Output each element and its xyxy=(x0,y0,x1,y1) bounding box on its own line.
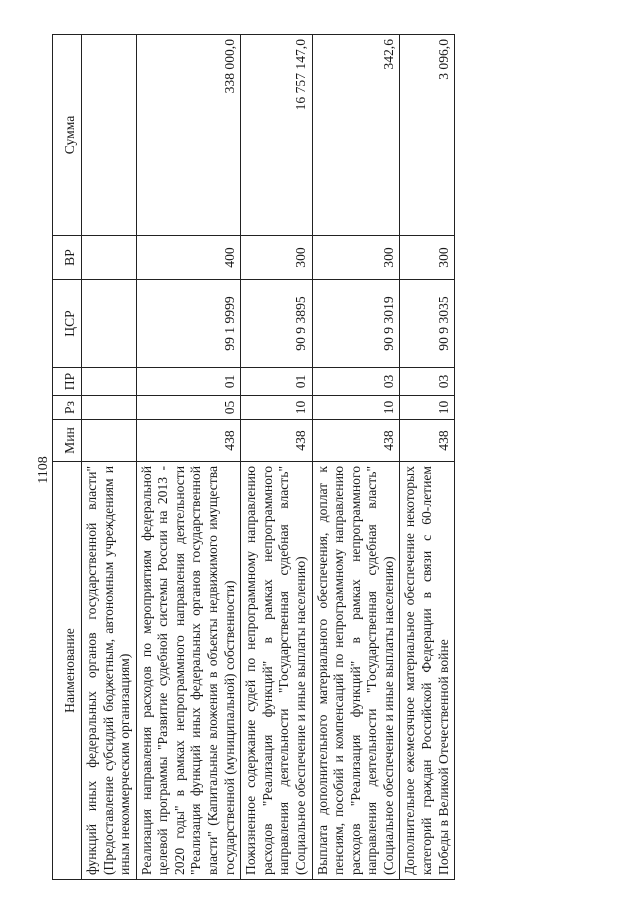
page-number: 1108 xyxy=(36,456,51,484)
table-row xyxy=(400,35,455,880)
row-rz: 10 xyxy=(241,396,312,420)
row-csr: 90 9 3895 xyxy=(241,280,312,368)
row-sum: 342,6 xyxy=(312,35,400,236)
row-vr: 300 xyxy=(312,236,400,280)
table-header-row xyxy=(53,35,82,880)
row-min xyxy=(82,420,137,462)
row-name: Дополнительное ежемесячное материальное обеспечение некоторых категорий граждан Российской Федерации в связи с 60-летием Победы в Великой Отечественной войне xyxy=(400,462,455,880)
row-vr: 300 xyxy=(400,236,455,280)
row-rz: 05 xyxy=(136,396,240,420)
row-min: 438 xyxy=(241,420,312,462)
row-pr xyxy=(82,368,137,396)
row-csr: 99 1 9999 xyxy=(136,280,240,368)
table-row xyxy=(312,35,400,880)
header-rz: Рз xyxy=(53,396,82,420)
row-sum: 338 000,0 xyxy=(136,35,240,236)
row-csr: 90 9 3019 xyxy=(312,280,400,368)
header-csr: ЦСР xyxy=(53,280,82,368)
row-csr: 90 9 3035 xyxy=(400,280,455,368)
row-name: Реализация направления расходов по мероприятиям федеральной целевой программы "Развитие судебной системы России на 2013 - 2020 годы" в рамках непрограммного направления деятельности "Реализация функций иных федеральных органов государственной власти" (Капитальные вложения в объекты недвижимого имущества государственной (муниципальной) собственности) xyxy=(136,462,240,880)
row-vr: 400 xyxy=(136,236,240,280)
row-min: 438 xyxy=(136,420,240,462)
row-vr: 300 xyxy=(241,236,312,280)
header-vr: ВР xyxy=(53,236,82,280)
table-row xyxy=(136,35,240,880)
row-min: 438 xyxy=(312,420,400,462)
table-row xyxy=(82,35,137,880)
row-rz xyxy=(82,396,137,420)
row-pr: 03 xyxy=(400,368,455,396)
row-min: 438 xyxy=(400,420,455,462)
row-csr xyxy=(82,280,137,368)
row-pr: 01 xyxy=(241,368,312,396)
row-rz: 10 xyxy=(312,396,400,420)
row-vr xyxy=(82,236,137,280)
header-sum: Сумма xyxy=(53,35,82,236)
table-row xyxy=(241,35,312,880)
header-min: Мин xyxy=(53,420,82,462)
row-name: Пожизненное содержание судей по непрограммному направлению расходов "Реализация функций" в рамках непрограммного направления деятельности "Государственная судебная власть" (Социальное обеспечение и иные выплаты населению) xyxy=(241,462,312,880)
header-pr: ПР xyxy=(53,368,82,396)
row-sum xyxy=(82,35,137,236)
budget-table xyxy=(52,34,455,880)
row-pr: 01 xyxy=(136,368,240,396)
row-pr: 03 xyxy=(312,368,400,396)
row-name: функций иных федеральных органов государственной власти" (Предоставление субсидий бюджетным, автономным учреждениям и иным некоммерческим организациям) xyxy=(82,462,137,880)
row-sum: 3 096,0 xyxy=(400,35,455,236)
rotated-table-page xyxy=(52,0,612,880)
row-rz: 10 xyxy=(400,396,455,420)
header-name: Наименование xyxy=(53,462,82,880)
row-name: Выплата дополнительного материального обеспечения, доплат к пенсиям, пособий и компенсаций по непрограммному направлению расходов "Реализация функций" в рамках непрограммного направления деятельности "Государственная судебная власть" (Социальное обеспечение и иные выплаты населению) xyxy=(312,462,400,880)
row-sum: 16 757 147,0 xyxy=(241,35,312,236)
